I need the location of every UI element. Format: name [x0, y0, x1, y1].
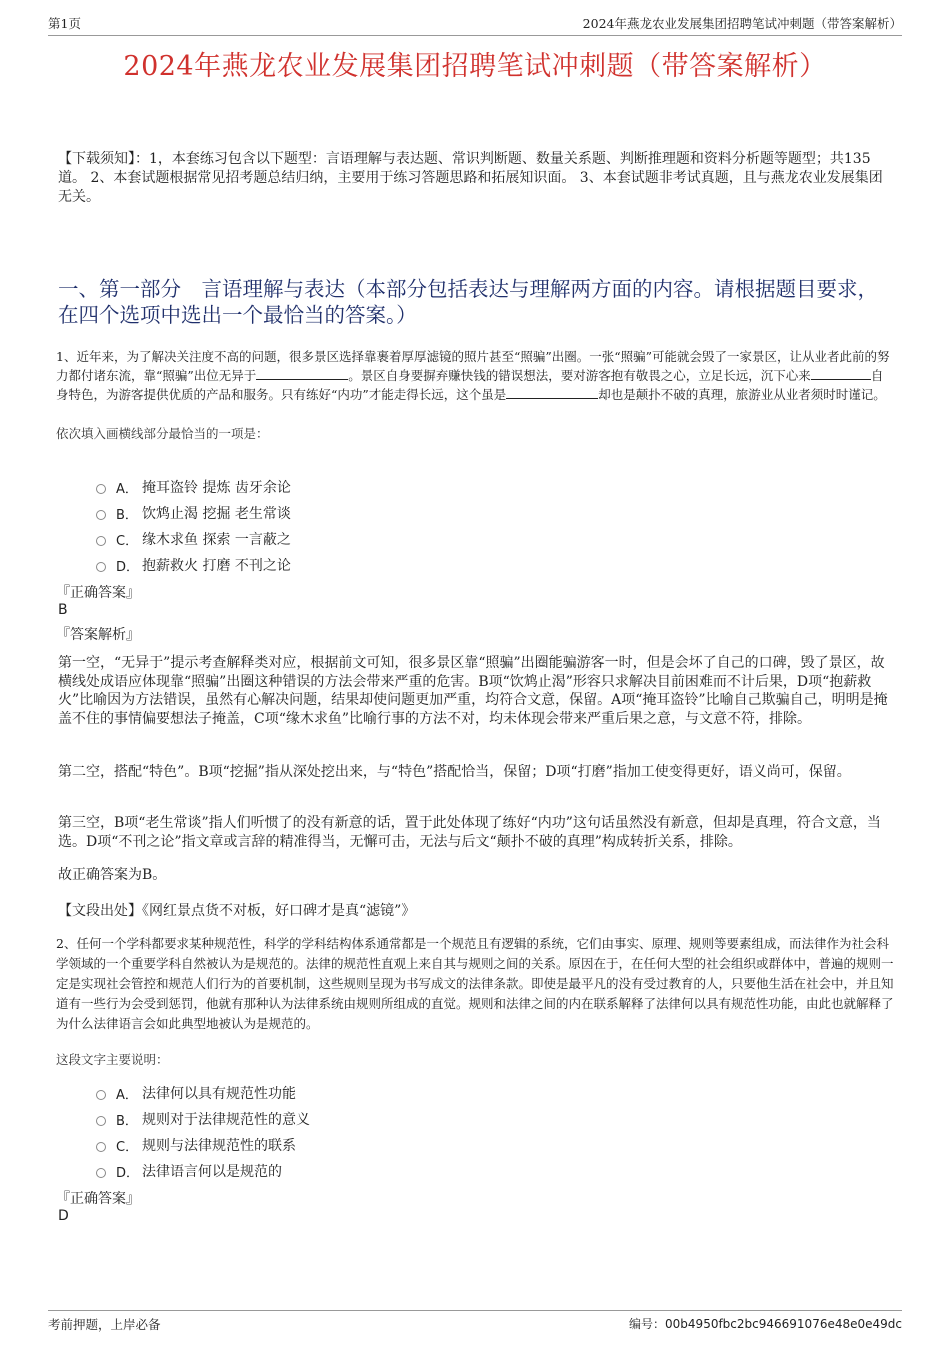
answer-label: 『正确答案』: [56, 1191, 140, 1207]
answer-value: B: [58, 602, 68, 618]
page-title: 2024年燕龙农业发展集团招聘笔试冲刺题（带答案解析）: [123, 51, 827, 82]
answer-value: D: [58, 1208, 69, 1224]
radio-icon[interactable]: [96, 1168, 106, 1178]
question-1-text-d: 却也是颠扑不破的真理，旅游业从业者须时时谨记。: [598, 387, 886, 402]
option-b[interactable]: B． 规则对于法律规范性的意义: [96, 1106, 310, 1132]
answer-label: 『正确答案』: [56, 585, 140, 601]
question-1-prompt: 依次填入画横线部分最恰当的一项是：: [56, 426, 269, 441]
footer-doc-code: 编号：00b4950fbc2bc946691076e48e0e49dc: [629, 1317, 902, 1331]
analysis-paragraph: 故正确答案为B。: [58, 867, 167, 883]
radio-icon[interactable]: [96, 510, 106, 520]
question-1-options: [96, 474, 291, 578]
radio-icon[interactable]: [96, 536, 106, 546]
option-b[interactable]: B． 饮鸩止渴 挖掘 老生常谈: [96, 500, 291, 526]
question-1-text-a: 1、近年来，为了解决关注度不高的问题，很多景区选择靠裹着厚厚滤镜的照片甚至“照骗”出圈。一张“照骗”可能就会毁了一家景区，让从业者此前的努力都付诸东流，靠“照骗”出位无异于: [56, 349, 890, 383]
section-heading: 一、第一部分 言语理解与表达（本部分包括表达与理解两方面的内容。请根据题目要求，在四个选项中选出一个最恰当的答案。）: [58, 277, 878, 327]
radio-icon[interactable]: [96, 1116, 106, 1126]
page-header: [48, 14, 902, 36]
question-2-text: 2、任何一个学科都要求某种规范性，科学的学科结构体系通常都是一个规范且有逻辑的系统，它们由事实、原理、规则等要素组成，而法律作为社会科学领域的一个重要学科自然被认为是规范的。法律的规范性直观上来自其与规则之间的关系。原因在于，在任何大型的社会组织或群体中，普遍的规则一定是实现社会管控和规范人们行为的首要机制，这些规则呈现为书写成文的法律条款。即使是最平凡的没有受过教育的人，只要他生活在社会中，并且知道有一些行为会受到惩罚，他就有那种认为法律系统由规则所组成的直觉。规则和法律之间的内在联系解释了法律何以具有规范性功能，由此也就解释了为什么法律语言会如此典型地被认为是规范的。: [56, 936, 894, 1031]
option-d[interactable]: D． 法律语言何以是规范的: [96, 1158, 310, 1184]
analysis-paragraph: 第二空，搭配“特色”。B项“挖掘”指从深处挖出来，与“特色”搭配恰当，保留；D项“打磨”指加工使变得更好，语义尚可，保留。: [58, 764, 851, 780]
analysis-paragraph: 第一空，“无异于”提示考查解释类对应，根据前文可知，很多景区靠“照骗”出圈能骗游客一时，但是会坏了自己的口碑，毁了景区，故横线处成语应体现靠“照骗”出圈这种错误的方法会带来严重的危害。B项“饮鸩止渴”形容只求解决目前困难而不计后果，D项“抱薪救火”比喻因为方法错误，虽然有心解决问题，结果却使问题更加严重，均符合文意，保留。A项“掩耳盗铃”比喻自己欺骗自己，明明是掩盖不住的事情偏要想法子掩盖，C项“缘木求鱼”比喻行事的方法不对，均未体现会带来严重后果之意，与文意不符，排除。: [58, 655, 888, 727]
page-footer: [48, 1310, 902, 1333]
blank-1: [256, 367, 348, 380]
blank-2: [811, 367, 871, 380]
question-1-text-b: 。景区自身要摒弃赚快钱的错误想法，要对游客抱有敬畏之心，立足长远，沉下心来: [348, 368, 811, 383]
option-d[interactable]: D． 抱薪救火 打磨 不刊之论: [96, 552, 291, 578]
footer-slogan: 考前押题，上岸必备: [48, 1317, 161, 1332]
blank-3: [506, 386, 598, 399]
radio-icon[interactable]: [96, 1142, 106, 1152]
option-a[interactable]: A． 掩耳盗铃 提炼 齿牙余论: [96, 474, 291, 500]
option-a[interactable]: A． 法律何以具有规范性功能: [96, 1080, 310, 1106]
analysis-label: 『答案解析』: [56, 627, 140, 643]
question-2-options: [96, 1080, 310, 1184]
download-notice: 【下载须知】：1，本套练习包含以下题型：言语理解与表达题、常识判断题、数量关系题、判断推理题和资料分析题等题型；共135道。 2、本套试题根据常见招考题总结归纳，主要用于练习答题思路和拓展知识面。 3、本套试题非考试真题，且与燕龙农业发展集团无关。: [58, 151, 883, 205]
question-1: [56, 347, 894, 443]
option-c[interactable]: C． 缘木求鱼 探索 一言蔽之: [96, 526, 291, 552]
question-1-text-c: 自身特色，为游客提供优质的产品和服务。只有练好“内功”才能走得长远，这个虽是: [56, 368, 884, 402]
analysis-paragraph: 第三空，B项“老生常谈”指人们听惯了的没有新意的话，置于此处体现了练好“内功”这句话虽然没有新意，但却是真理，符合文意，当选。D项“不刊之论”指文章或言辞的精准得当，无懈可击，无法与后文“颠扑不破的真理”构成转折关系，排除。: [58, 815, 881, 850]
question-2: [56, 934, 894, 1070]
radio-icon[interactable]: [96, 484, 106, 494]
question-2-prompt: 这段文字主要说明：: [56, 1052, 169, 1067]
source-citation: 【文段出处】《网红景点货不对板，好口碑才是真“滤镜”》: [58, 903, 416, 919]
option-c[interactable]: C． 规则与法律规范性的联系: [96, 1132, 310, 1158]
header-doc-title: 2024年燕龙农业发展集团招聘笔试冲刺题（带答案解析）: [582, 16, 902, 31]
page-number: 第1页: [48, 16, 81, 31]
radio-icon[interactable]: [96, 562, 106, 572]
radio-icon[interactable]: [96, 1090, 106, 1100]
